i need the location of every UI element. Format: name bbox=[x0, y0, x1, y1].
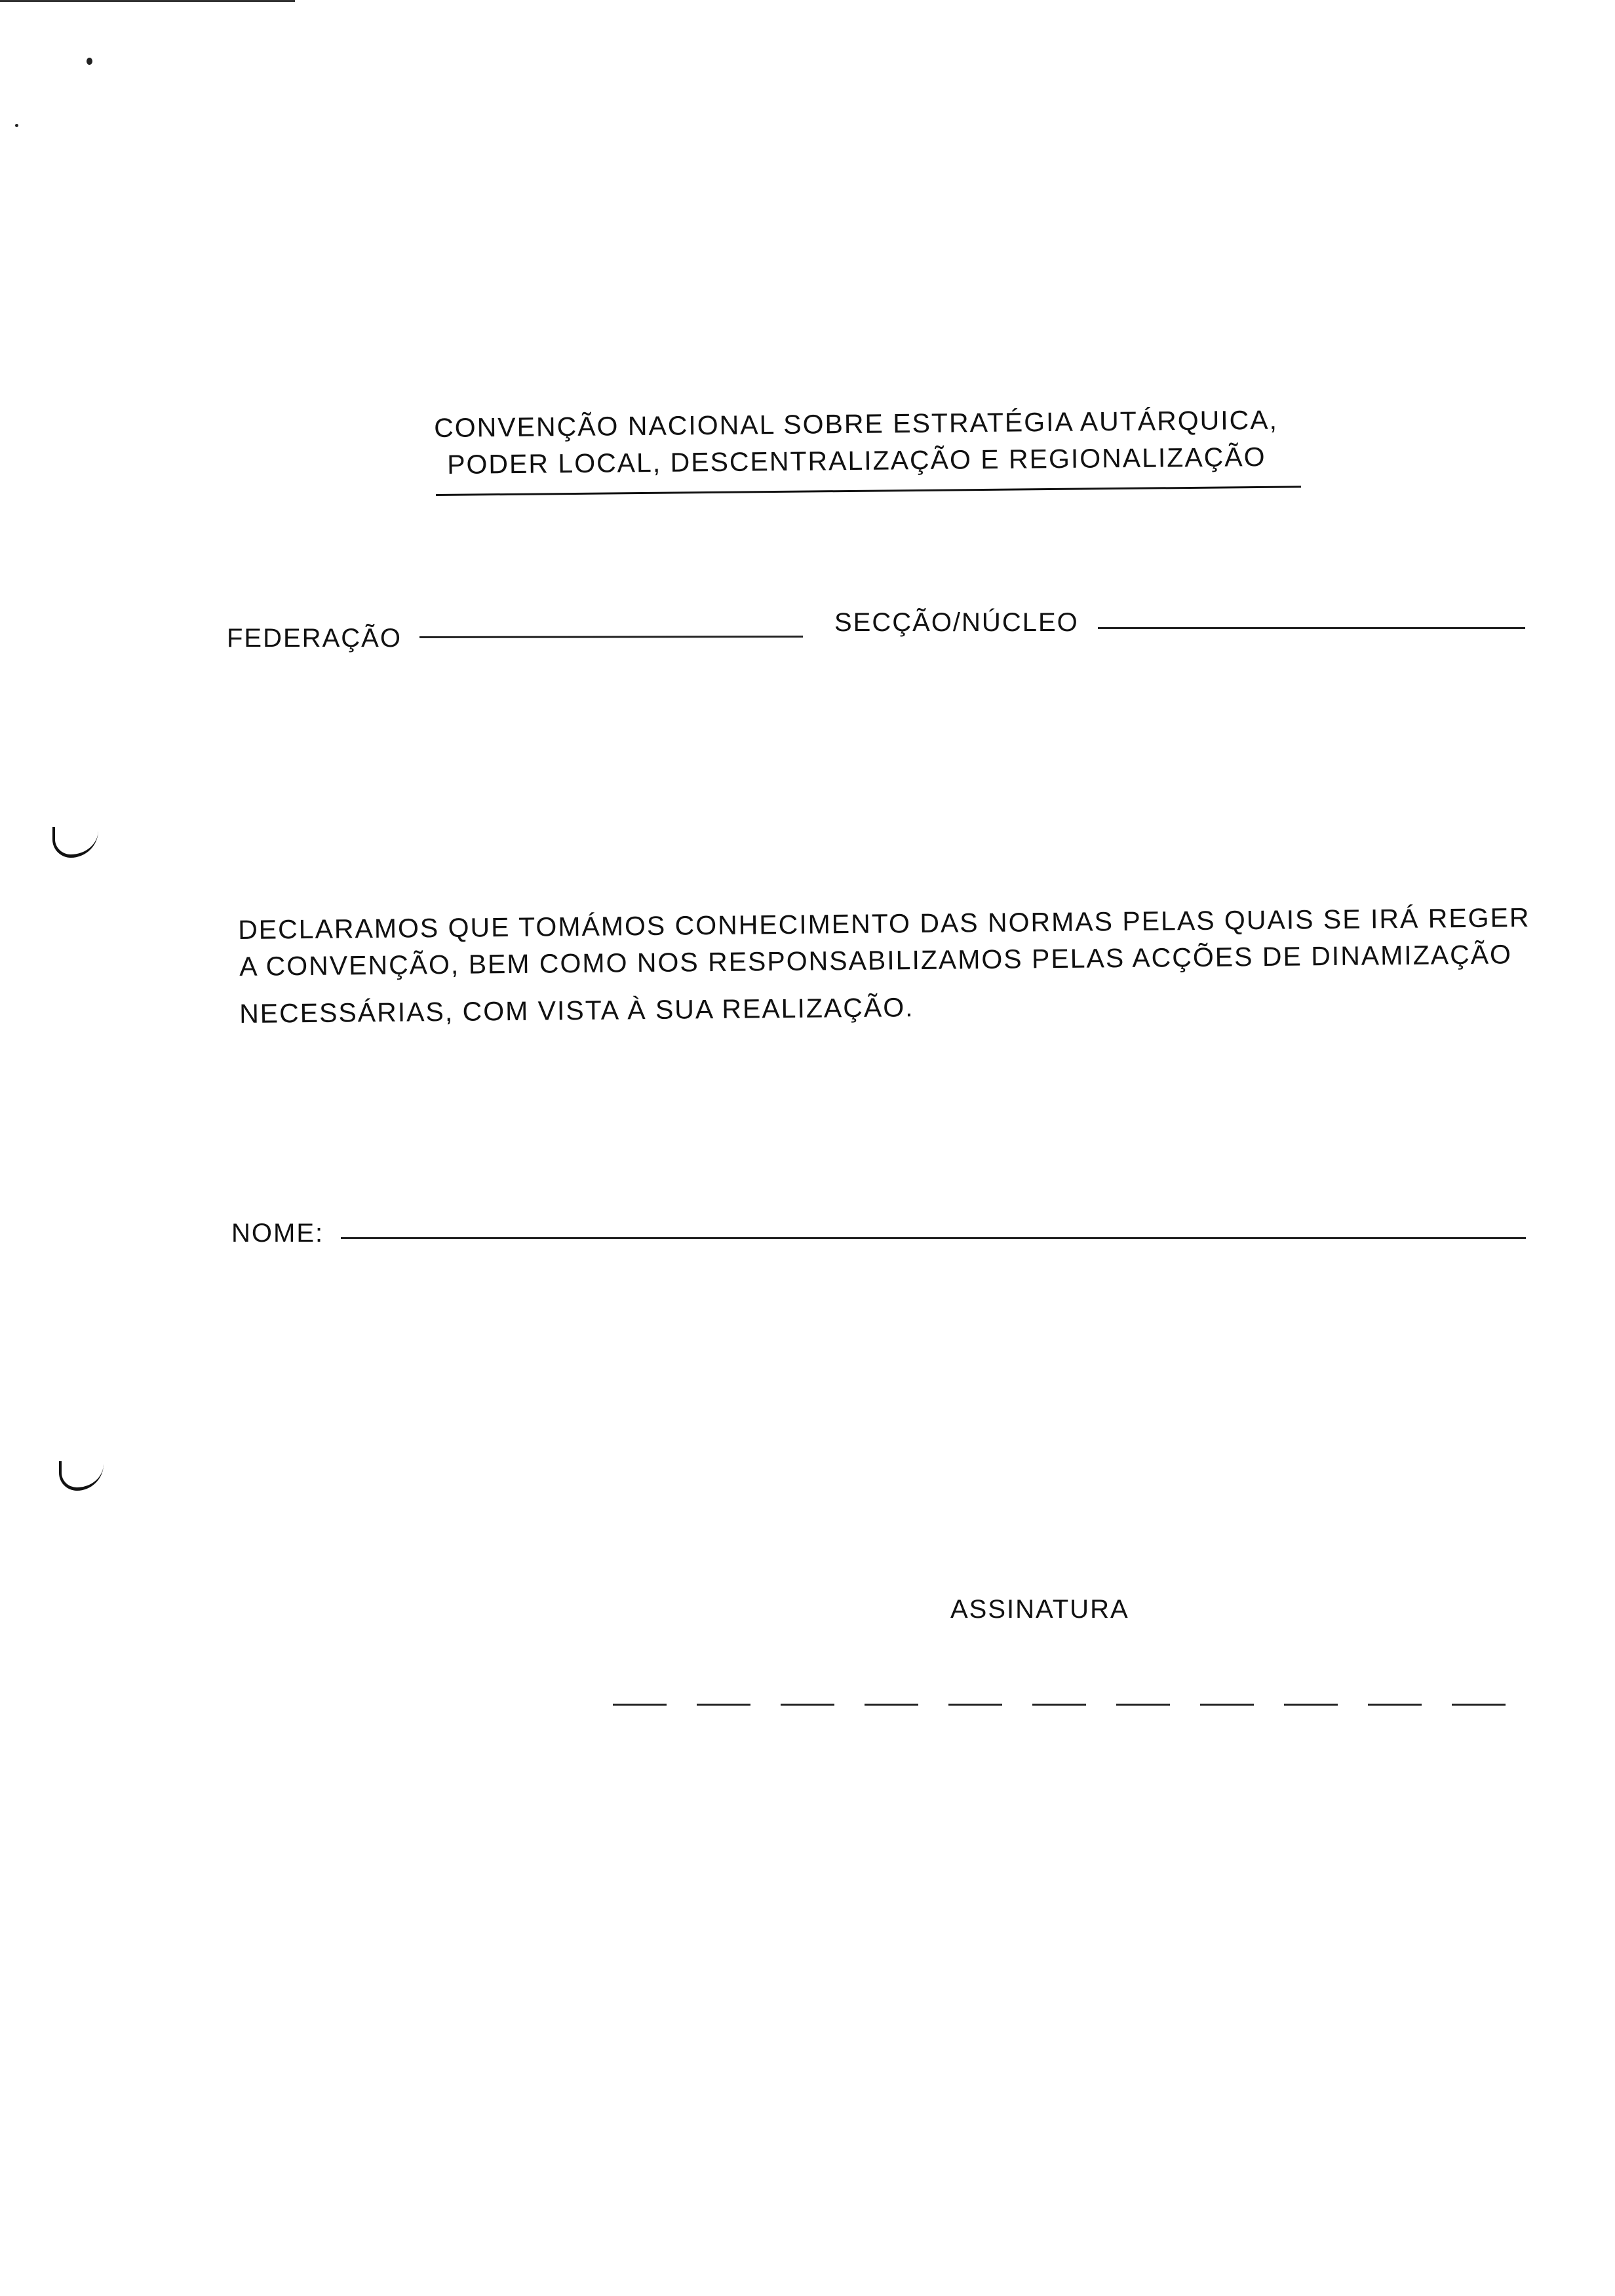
federacao-label: FEDERAÇÃO bbox=[227, 624, 402, 653]
document-title-line-1: CONVENÇÃO NACIONAL SOBRE ESTRATÉGIA AUTÁRQUICA, bbox=[433, 404, 1279, 443]
signature-label: ASSINATURA bbox=[950, 1595, 1129, 1624]
title-underline bbox=[436, 486, 1301, 496]
signature-field[interactable] bbox=[613, 1704, 1532, 1706]
declaration-line-2: A CONVENÇÃO, BEM COMO NOS RESPONSABILIZAMOS PELAS ACÇÕES DE DINAMIZAÇÃO bbox=[239, 939, 1513, 982]
nome-field[interactable] bbox=[341, 1237, 1526, 1239]
declaration-line-3: NECESSÁRIAS, COM VISTA À SUA REALIZAÇÃO. bbox=[239, 992, 914, 1029]
scan-speck bbox=[87, 58, 92, 65]
seccao-nucleo-label: SECÇÃO/NÚCLEO bbox=[834, 608, 1079, 637]
scan-speck bbox=[15, 124, 18, 127]
nome-label: NOME: bbox=[231, 1219, 324, 1248]
document-title-line-2: PODER LOCAL, DESCENTRALIZAÇÃO E REGIONALIZAÇÃO bbox=[446, 442, 1266, 480]
declaration-line-1: DECLARAMOS QUE TOMÁMOS CONHECIMENTO DAS NORMAS PELAS QUAIS SE IRÁ REGER bbox=[237, 902, 1530, 945]
seccao-nucleo-field[interactable] bbox=[1098, 627, 1525, 629]
punch-mark bbox=[52, 827, 98, 858]
scan-edge-line bbox=[0, 0, 295, 2]
federacao-field[interactable] bbox=[419, 636, 803, 638]
punch-mark bbox=[59, 1461, 104, 1491]
